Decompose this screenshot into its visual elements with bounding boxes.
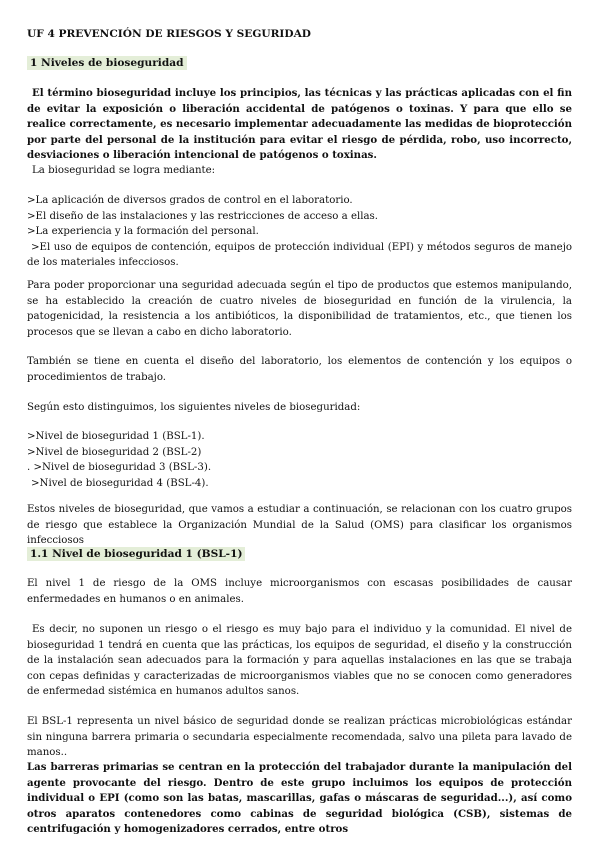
subsection-heading: [27, 548, 572, 560]
design-paragraph: También se tiene en cuenta el diseño del laboratorio, los elementos de contención y los equipos o procedimientos de trabajo.: [27, 356, 572, 383]
subsection-heading-text: 1.1 Nivel de bioseguridad 1 (BSL-1): [27, 547, 245, 561]
levels-paragraph: Para poder proporcionar una seguridad adecuada según el tipo de productos que estemos manipulando, se ha establecido la creación de cuatro niveles de bioseguridad en función de la virulencia, la patogenicidad, la resistencia a los antibióticos, la disponibilidad de tratamientos, etc., que tienen los procesos que se llevan a cabo en dicho laboratorio.: [27, 280, 572, 338]
list-item: >El diseño de las instalaciones y las restricciones de acceso a ellas.: [27, 210, 379, 222]
levels-list: [27, 429, 572, 491]
achieved-by-text: La bioseguridad se logra mediante:: [32, 165, 216, 176]
list-item: >Nivel de bioseguridad 1 (BSL-1).: [27, 431, 205, 442]
distinguish-text: Según esto distinguimos, los siguientes niveles de bioseguridad:: [27, 402, 361, 413]
list-item: >El uso de equipos de contención, equipos de protección individual (EPI) y métodos seguros de manejo de los materiales infecciosos.: [27, 241, 572, 269]
list-item: >La aplicación de diversos grados de control en el laboratorio.: [27, 195, 353, 206]
list-item: >Nivel de bioseguridad 2 (BSL-2): [27, 446, 202, 458]
list-item: >Nivel de bioseguridad 4 (BSL-4).: [31, 477, 209, 489]
section-heading: [27, 57, 572, 69]
bsl1-paragraph-c: El BSL-1 representa un nivel básico de seguridad donde se realizan prácticas microbiológicas estándar sin ninguna barrera primaria o secundaria especialmente recomendada, salvo una pileta para lavado de manos..: [27, 716, 572, 759]
document-title: UF 4 PREVENCIÓN DE RIESGOS Y SEGURIDAD: [27, 28, 311, 40]
oms-paragraph: Estos niveles de bioseguridad, que vamos a estudiar a continuación, se relacionan con los cuatro grupos de riesgo que establece la Organización Mundial de la Salud (OMS) para clasificar los organismos infecciosos: [27, 504, 572, 547]
bsl1-paragraph-b: Es decir, no suponen un riesgo o el riesgo es muy bajo para el individuo y la comunidad. El nivel de bioseguridad 1 tendrá en cuenta que las prácticas, los equipos de seguridad, el diseño y la construcción de la instalación sean adecuados para la formación y para aquellas instalaciones en las que se trabaja con cepas definidas y caracterizadas de microorganismos viables que no se conocen como generadores de enfermedad sistémica en humanos adultos sanos.: [27, 624, 572, 698]
means-list: [27, 193, 572, 271]
intro-paragraph: El término bioseguridad incluye los principios, las técnicas y las prácticas aplicadas con el fin de evitar la exposición o liberación accidental de patógenos o toxinas. Y para que ello se realice correctamente, es necesario implementar adecuadamente las medidas de bioprotección por parte del personal de la institución para evitar el riesgo de pérdida, robo, uso incorrecto, desviaciones o liberación intencional de patógenos o toxinas.: [27, 87, 572, 162]
list-item: >La experiencia y la formación del personal.: [27, 226, 259, 238]
bsl1-paragraph-a: El nivel 1 de riesgo de la OMS incluye microorganismos con escasas posibilidades de causar enfermedades en humanos o en animales.: [27, 578, 572, 605]
list-item: . >Nivel de bioseguridad 3 (BSL-3).: [27, 462, 212, 474]
barriers-paragraph: Las barreras primarias se centran en la protección del trabajador durante la manipulación del agente provocante del riesgo. Dentro de este grupo incluimos los equipos de protección individual o EPI (como son las batas, mascarillas, gafas o máscaras de seguridad...), así como otros aparatos contenedores como cabinas de seguridad biológica (CSB), sistemas de centrifugación y homogenizadores cerrados, entre otros: [27, 761, 572, 836]
section-heading-text: 1 Niveles de bioseguridad: [27, 56, 187, 70]
